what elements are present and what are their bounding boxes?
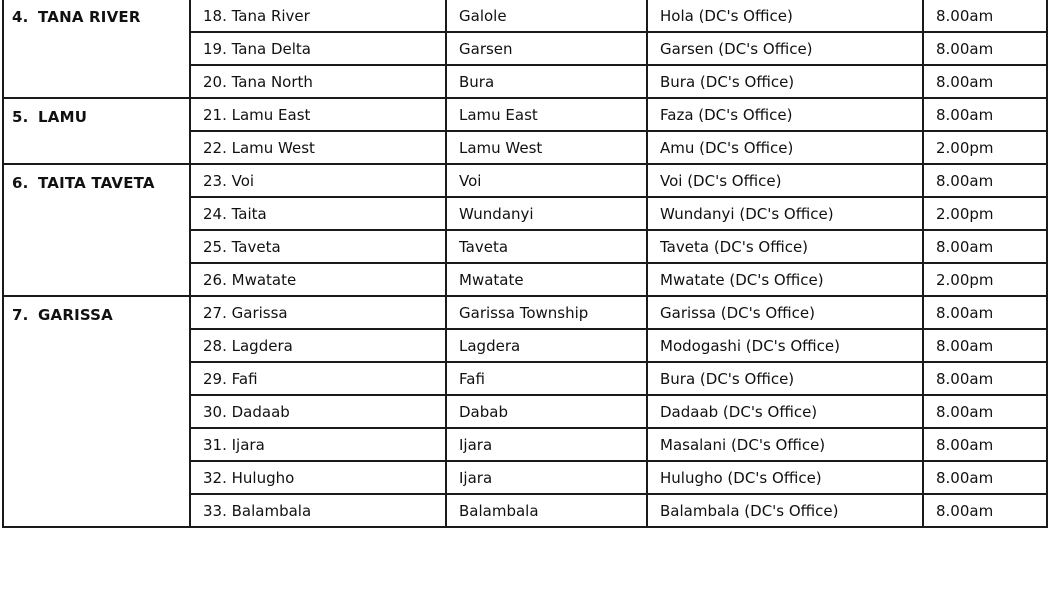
time-cell: 8.00am bbox=[923, 164, 1047, 197]
constituency-cell: 28. Lagdera bbox=[190, 329, 446, 362]
district-cell: Wundanyi bbox=[446, 197, 647, 230]
time-cell: 2.00pm bbox=[923, 263, 1047, 296]
district-cell: Ijara bbox=[446, 428, 647, 461]
district-cell: Bura bbox=[446, 65, 647, 98]
constituency-cell: 25. Taveta bbox=[190, 230, 446, 263]
county-cell bbox=[3, 164, 190, 296]
constituency-cell: 27. Garissa bbox=[190, 296, 446, 329]
county-cell bbox=[3, 0, 190, 98]
venue-cell: Wundanyi (DC's Office) bbox=[647, 197, 923, 230]
district-cell: Galole bbox=[446, 0, 647, 32]
constituency-cell: 26. Mwatate bbox=[190, 263, 446, 296]
time-cell: 8.00am bbox=[923, 230, 1047, 263]
constituency-cell: 33. Balambala bbox=[190, 494, 446, 527]
venue-cell: Hola (DC's Office) bbox=[647, 0, 923, 32]
venue-cell: Taveta (DC's Office) bbox=[647, 230, 923, 263]
district-cell: Voi bbox=[446, 164, 647, 197]
time-cell: 8.00am bbox=[923, 65, 1047, 98]
table-row bbox=[3, 296, 1047, 329]
venue-cell: Amu (DC's Office) bbox=[647, 131, 923, 164]
venue-cell: Hulugho (DC's Office) bbox=[647, 461, 923, 494]
county-number: 5. bbox=[12, 108, 29, 126]
county-number: 4. bbox=[12, 8, 29, 26]
time-cell: 2.00pm bbox=[923, 197, 1047, 230]
venue-cell: Voi (DC's Office) bbox=[647, 164, 923, 197]
county-name: GARISSA bbox=[38, 306, 113, 324]
venue-cell: Bura (DC's Office) bbox=[647, 65, 923, 98]
constituency-cell: 24. Taita bbox=[190, 197, 446, 230]
time-cell: 8.00am bbox=[923, 428, 1047, 461]
venue-schedule-table bbox=[2, 0, 1048, 528]
time-cell: 8.00am bbox=[923, 461, 1047, 494]
county-number: 7. bbox=[12, 306, 29, 324]
district-cell: Balambala bbox=[446, 494, 647, 527]
time-cell: 8.00am bbox=[923, 395, 1047, 428]
venue-cell: Balambala (DC's Office) bbox=[647, 494, 923, 527]
county-name: TANA RIVER bbox=[38, 8, 141, 26]
venue-cell: Masalani (DC's Office) bbox=[647, 428, 923, 461]
venue-cell: Bura (DC's Office) bbox=[647, 362, 923, 395]
county-name: TAITA TAVETA bbox=[38, 174, 155, 192]
county-cell bbox=[3, 98, 190, 164]
time-cell: 8.00am bbox=[923, 296, 1047, 329]
district-cell: Mwatate bbox=[446, 263, 647, 296]
time-cell: 8.00am bbox=[923, 98, 1047, 131]
time-cell: 2.00pm bbox=[923, 131, 1047, 164]
table-row bbox=[3, 98, 1047, 131]
table-row bbox=[3, 0, 1047, 32]
constituency-cell: 32. Hulugho bbox=[190, 461, 446, 494]
constituency-cell: 31. Ijara bbox=[190, 428, 446, 461]
district-cell: Garissa Township bbox=[446, 296, 647, 329]
venue-cell: Garsen (DC's Office) bbox=[647, 32, 923, 65]
constituency-cell: 22. Lamu West bbox=[190, 131, 446, 164]
time-cell: 8.00am bbox=[923, 0, 1047, 32]
constituency-cell: 18. Tana River bbox=[190, 0, 446, 32]
district-cell: Taveta bbox=[446, 230, 647, 263]
district-cell: Ijara bbox=[446, 461, 647, 494]
district-cell: Garsen bbox=[446, 32, 647, 65]
district-cell: Lagdera bbox=[446, 329, 647, 362]
time-cell: 8.00am bbox=[923, 32, 1047, 65]
constituency-cell: 23. Voi bbox=[190, 164, 446, 197]
county-cell bbox=[3, 296, 190, 527]
venue-cell: Garissa (DC's Office) bbox=[647, 296, 923, 329]
constituency-cell: 19. Tana Delta bbox=[190, 32, 446, 65]
venue-cell: Modogashi (DC's Office) bbox=[647, 329, 923, 362]
constituency-cell: 20. Tana North bbox=[190, 65, 446, 98]
county-number: 6. bbox=[12, 174, 29, 192]
venue-cell: Faza (DC's Office) bbox=[647, 98, 923, 131]
time-cell: 8.00am bbox=[923, 362, 1047, 395]
time-cell: 8.00am bbox=[923, 329, 1047, 362]
constituency-cell: 29. Fafi bbox=[190, 362, 446, 395]
table-body bbox=[3, 0, 1047, 527]
time-cell: 8.00am bbox=[923, 494, 1047, 527]
county-name: LAMU bbox=[38, 108, 88, 126]
venue-cell: Mwatate (DC's Office) bbox=[647, 263, 923, 296]
constituency-cell: 30. Dadaab bbox=[190, 395, 446, 428]
table-row bbox=[3, 164, 1047, 197]
district-cell: Fafi bbox=[446, 362, 647, 395]
district-cell: Lamu West bbox=[446, 131, 647, 164]
district-cell: Lamu East bbox=[446, 98, 647, 131]
district-cell: Dabab bbox=[446, 395, 647, 428]
constituency-cell: 21. Lamu East bbox=[190, 98, 446, 131]
venue-cell: Dadaab (DC's Office) bbox=[647, 395, 923, 428]
